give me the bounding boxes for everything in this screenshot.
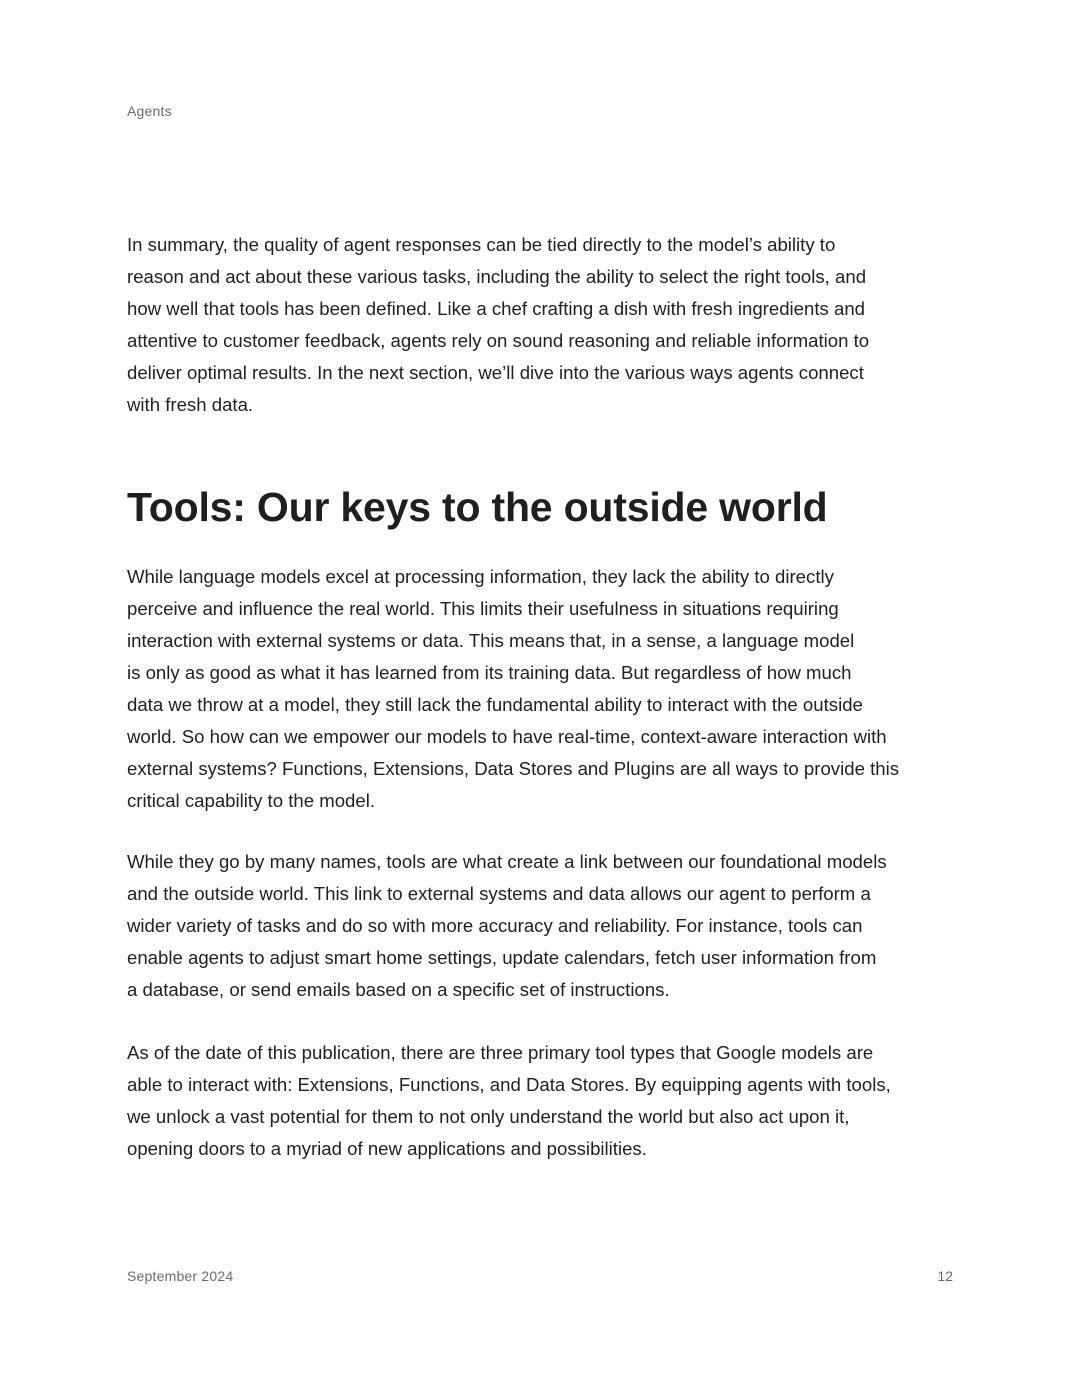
text-line: with fresh data. bbox=[127, 394, 254, 415]
text-line: and the outside world. This link to external systems and data allows our agent to perform a bbox=[127, 883, 871, 904]
text-line: critical capability to the model. bbox=[127, 790, 376, 811]
body-paragraph bbox=[127, 846, 887, 1006]
text-line: able to interact with: Extensions, Functions, and Data Stores. By equipping agents with tools, bbox=[127, 1074, 891, 1095]
text-line: attentive to customer feedback, agents rely on sound reasoning and reliable information to bbox=[127, 330, 870, 351]
intro-paragraph bbox=[127, 229, 869, 421]
text-line: opening doors to a myriad of new applications and possibilities. bbox=[127, 1138, 647, 1159]
text-line: world. So how can we empower our models to have real-time, context-aware interaction with bbox=[127, 726, 887, 747]
text-line: In summary, the quality of agent responses can be tied directly to the model’s ability to bbox=[127, 234, 836, 255]
body-paragraph bbox=[127, 1037, 891, 1165]
page-number: 12 bbox=[937, 1268, 953, 1284]
section-heading: Tools: Our keys to the outside world bbox=[127, 484, 828, 530]
text-line: external systems? Functions, Extensions, Data Stores and Plugins are all ways to provide this bbox=[127, 758, 900, 779]
text-line: enable agents to adjust smart home settings, update calendars, fetch user information from bbox=[127, 947, 877, 968]
text-line: interaction with external systems or data. This means that, in a sense, a language model bbox=[127, 630, 855, 651]
text-line: we unlock a vast potential for them to not only understand the world but also act upon it, bbox=[127, 1106, 850, 1127]
text-line: data we throw at a model, they still lack the fundamental ability to interact with the outside bbox=[127, 694, 863, 715]
text-line: wider variety of tasks and do so with more accuracy and reliability. For instance, tools can bbox=[127, 915, 863, 936]
text-line: reason and act about these various tasks, including the ability to select the right tools, and bbox=[127, 266, 867, 287]
text-line: While they go by many names, tools are what create a link between our foundational models bbox=[127, 851, 887, 872]
text-line: As of the date of this publication, there are three primary tool types that Google models are bbox=[127, 1042, 874, 1063]
text-line: a database, or send emails based on a specific set of instructions. bbox=[127, 979, 670, 1000]
body-paragraph bbox=[127, 561, 899, 817]
text-line: how well that tools has been defined. Like a chef crafting a dish with fresh ingredients and bbox=[127, 298, 866, 319]
running-header: Agents bbox=[127, 103, 172, 119]
text-line: deliver optimal results. In the next section, we’ll dive into the various ways agents connect bbox=[127, 362, 864, 383]
text-line: is only as good as what it has learned from its training data. But regardless of how much bbox=[127, 662, 852, 683]
text-line: perceive and influence the real world. This limits their usefulness in situations requiring bbox=[127, 598, 839, 619]
text-line: While language models excel at processing information, they lack the ability to directly bbox=[127, 566, 834, 587]
footer-date: September 2024 bbox=[127, 1268, 234, 1284]
